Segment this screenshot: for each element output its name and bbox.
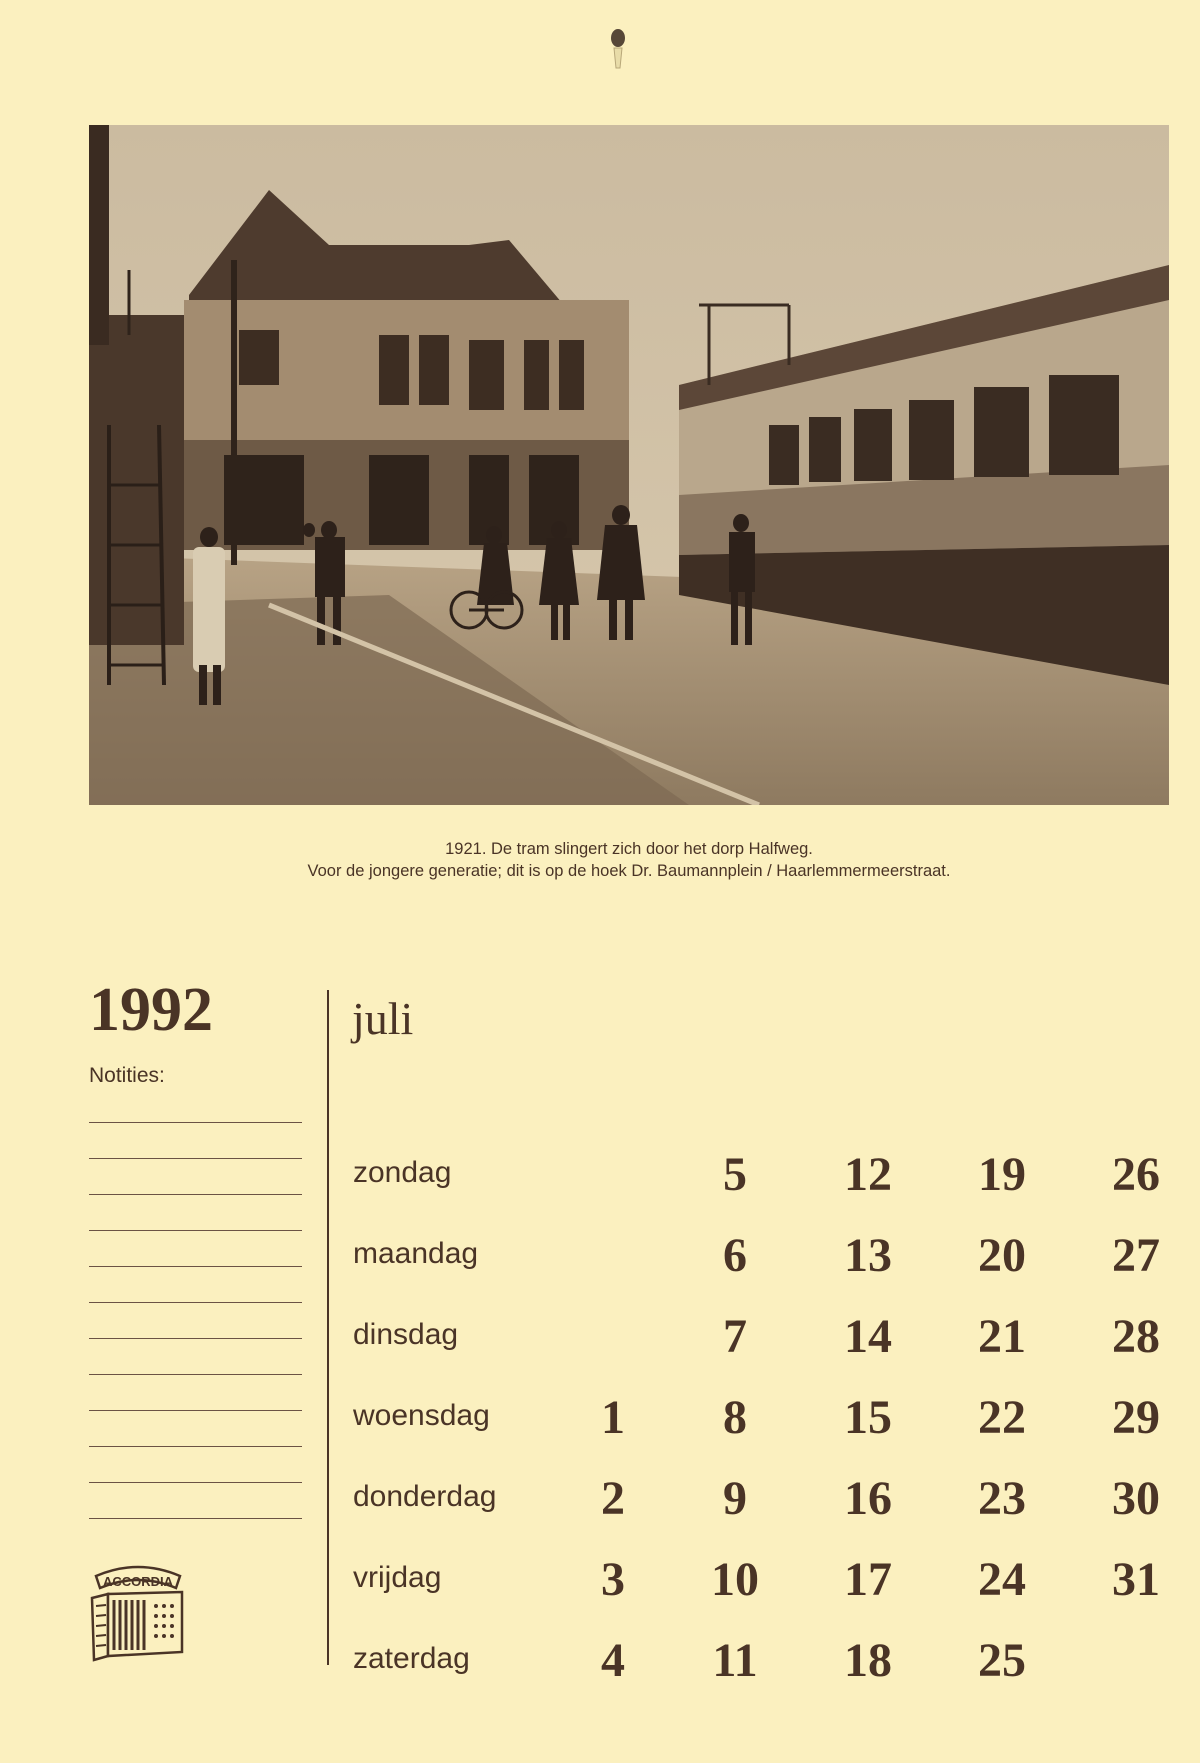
date-cell[interactable]: 13	[844, 1229, 892, 1282]
historic-tram-photo	[89, 125, 1169, 805]
note-line[interactable]	[89, 1446, 302, 1447]
date-cell[interactable]: 12	[844, 1148, 892, 1201]
date-cell[interactable]: 15	[844, 1391, 892, 1444]
date-cell[interactable]: 3	[601, 1553, 625, 1606]
day-name: zondag	[353, 1156, 452, 1189]
note-line[interactable]	[89, 1194, 302, 1195]
date-cell[interactable]: 11	[712, 1634, 758, 1687]
date-cell[interactable]: 19	[978, 1148, 1026, 1201]
date-cell[interactable]: 25	[978, 1634, 1026, 1687]
date-cell[interactable]: 28	[1112, 1310, 1160, 1363]
caption-line-2: Voor de jongere generatie; dit is op de hoek Dr. Baumannplein / Haarlemmermeerstraat.	[307, 862, 951, 880]
date-cell[interactable]: 27	[1112, 1229, 1160, 1282]
date-cell[interactable]: 6	[723, 1229, 747, 1282]
date-cell[interactable]: 9	[723, 1472, 747, 1525]
date-cell[interactable]: 30	[1112, 1472, 1160, 1525]
date-cell[interactable]: 23	[978, 1472, 1026, 1525]
note-line[interactable]	[89, 1122, 302, 1123]
note-line[interactable]	[89, 1410, 302, 1411]
day-name: vrijdag	[353, 1561, 442, 1594]
date-cell[interactable]: 29	[1112, 1391, 1160, 1444]
date-cell[interactable]: 5	[723, 1148, 747, 1201]
date-cell[interactable]: 1	[601, 1391, 625, 1444]
date-cell[interactable]: 14	[844, 1310, 892, 1363]
caption-line-1: 1921. De tram slingert zich door het dorp Halfweg.	[445, 840, 813, 858]
date-cell[interactable]: 20	[978, 1229, 1026, 1282]
day-name: donderdag	[353, 1480, 497, 1513]
calendar-year: 1992	[89, 976, 213, 1044]
date-cell[interactable]: 7	[723, 1310, 747, 1363]
date-cell[interactable]: 2	[601, 1472, 625, 1525]
note-line[interactable]	[89, 1338, 302, 1339]
date-cell[interactable]: 10	[711, 1553, 759, 1606]
day-name: maandag	[353, 1237, 479, 1270]
date-cell[interactable]: 16	[844, 1472, 892, 1525]
logo-text: ACCORDIA	[102, 1574, 174, 1589]
day-name: dinsdag	[353, 1318, 459, 1351]
date-cell[interactable]: 18	[844, 1634, 892, 1687]
note-line[interactable]	[89, 1230, 302, 1231]
date-cell[interactable]: 17	[844, 1553, 892, 1606]
day-name: woensdag	[353, 1399, 490, 1432]
date-cell[interactable]: 26	[1112, 1148, 1160, 1201]
hanger-hole	[608, 24, 628, 70]
date-cell[interactable]: 8	[723, 1391, 747, 1444]
accordia-logo	[86, 1556, 190, 1666]
notes-label: Notities:	[89, 1064, 165, 1087]
date-cell[interactable]: 4	[601, 1634, 625, 1687]
date-cell[interactable]: 21	[978, 1310, 1026, 1363]
note-line[interactable]	[89, 1302, 302, 1303]
date-cell[interactable]: 24	[978, 1553, 1026, 1606]
month-name: juli	[352, 993, 414, 1044]
note-line[interactable]	[89, 1374, 302, 1375]
date-cell[interactable]: 31	[1112, 1553, 1160, 1606]
day-name: zaterdag	[353, 1642, 470, 1675]
note-line[interactable]	[89, 1158, 302, 1159]
note-line[interactable]	[89, 1482, 302, 1483]
date-cell[interactable]: 22	[978, 1391, 1026, 1444]
photo-caption	[89, 838, 1169, 882]
note-line[interactable]	[89, 1266, 302, 1267]
note-line[interactable]	[89, 1518, 302, 1519]
column-divider	[327, 990, 329, 1665]
